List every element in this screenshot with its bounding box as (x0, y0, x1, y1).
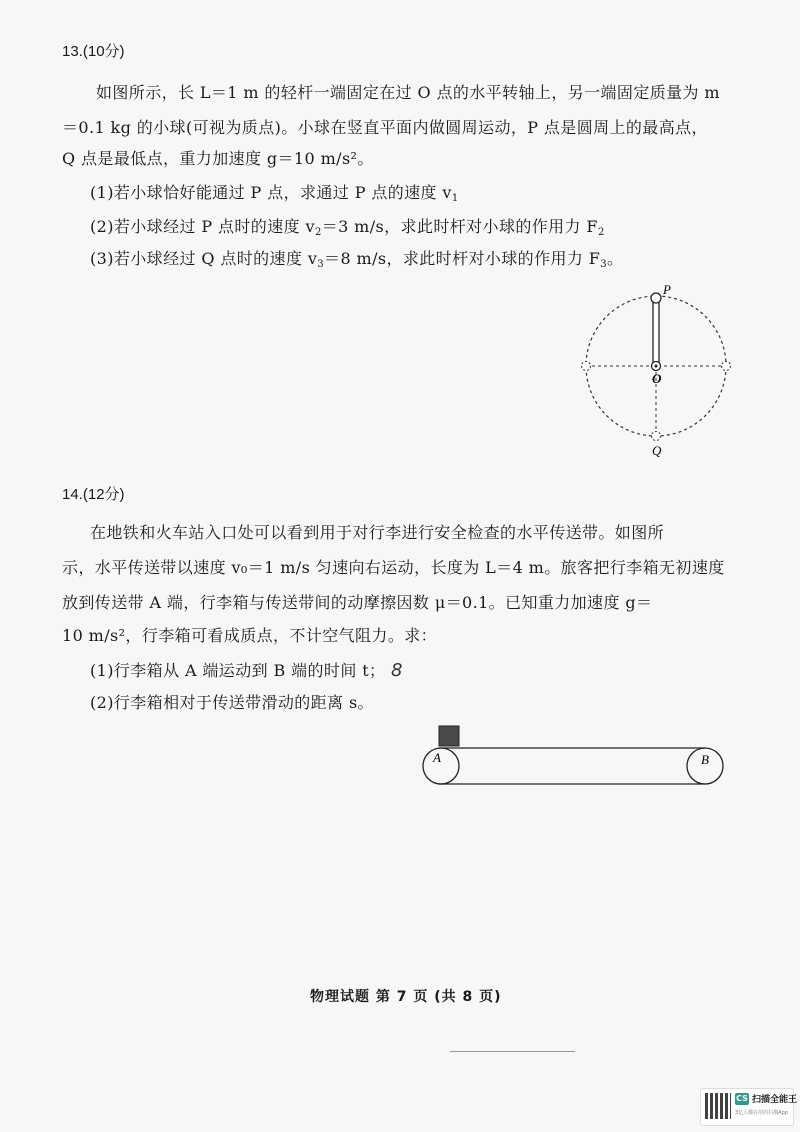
light-rod (653, 302, 659, 366)
label-a: A (433, 750, 441, 765)
q13-item-1-sub: 1 (451, 193, 459, 204)
q13-text-line-3: Q 点是最低点，重力加速度 g＝10 m/s²。 (62, 149, 374, 168)
q13-item-3-text: (3)若小球经过 Q 点时的速度 v (90, 249, 318, 268)
q14-text-line-3: 放到传送带 A 端，行李箱与传送带间的动摩擦因数 μ＝0.1。已知重力加速度 g＝ (62, 593, 653, 612)
scanner-watermark (700, 1088, 798, 1126)
q13-item-2-sub: 2 (314, 227, 322, 238)
pulley-a (423, 748, 459, 784)
scanner-app-name: 扫描全能王 (752, 1095, 798, 1105)
q14-item-1-text: (1)行李箱从 A 端运动到 B 端的时间 t； (90, 661, 386, 680)
q14-item-1 (90, 658, 403, 681)
scan-smudge-line (450, 1051, 575, 1052)
cs-logo: CS (736, 1094, 748, 1103)
luggage-box (439, 726, 459, 746)
handwritten-answer: 8 (390, 660, 403, 681)
label-q: Q (652, 443, 662, 458)
q13-item-3-end: 。 (607, 249, 624, 268)
label-p: P (663, 282, 671, 297)
q13-item-2-text: (2)若小球经过 P 点时的速度 v (90, 217, 315, 236)
qr-code-icon (705, 1093, 731, 1119)
q13-item-3-sub2: 3 (600, 259, 608, 270)
q14-header: 14.(12分) (62, 486, 125, 503)
q13-circle-figure (570, 280, 750, 460)
q13-item-2-rest: ＝3 m/s，求此时杆对小球的作用力 F (321, 217, 598, 236)
pivot-o-center (655, 365, 658, 368)
q14-text-line-4: 10 m/s²，行李箱可看成质点，不计空气阻力。求： (62, 626, 438, 645)
q14-text-line-2: 示，水平传送带以速度 v₀＝1 m/s 匀速向右运动，长度为 L＝4 m。旅客把行李箱无初速度 (62, 558, 725, 577)
q13-item-2 (90, 214, 605, 238)
q13-item-2-sub2: 2 (597, 227, 605, 238)
q13-text-line-1: 如图所示，长 L＝1 m 的轻杆一端固定在过 O 点的水平转轴上，另一端固定质量为 m (96, 83, 720, 102)
q14-text-line-1: 在地铁和火车站入口处可以看到用于对行李进行安全检查的水平传送带。如图所 (90, 523, 665, 542)
label-b: B (701, 752, 709, 767)
q14-item-2: (2)行李箱相对于传送带滑动的距离 s。 (90, 693, 374, 712)
q13-text-line-2: ＝0.1 kg 的小球(可视为质点)。小球在竖直平面内做圆周运动，P 点是圆周上的最高点， (62, 118, 708, 137)
q13-item-3-rest: ＝8 m/s，求此时杆对小球的作用力 F (324, 249, 601, 268)
q13-item-1-text: (1)若小球恰好能通过 P 点，求通过 P 点的速度 v (90, 183, 452, 202)
q13-item-3-sub: 3 (317, 259, 325, 270)
q13-item-3 (90, 246, 623, 270)
ball-right-dashed (722, 362, 731, 371)
q13-header: 13.(10分) (62, 43, 125, 60)
label-o: O (652, 371, 662, 386)
scanner-tagline: 3亿人都在用的扫描App (735, 1110, 788, 1116)
page-footer: 物理试题 第 7 页 (共 8 页) (310, 989, 502, 1005)
q14-conveyor-figure (415, 722, 735, 792)
ball-left-dashed (582, 362, 591, 371)
ball-q-dashed (652, 432, 661, 441)
ball-at-p (651, 293, 661, 303)
q13-item-1 (90, 180, 459, 204)
